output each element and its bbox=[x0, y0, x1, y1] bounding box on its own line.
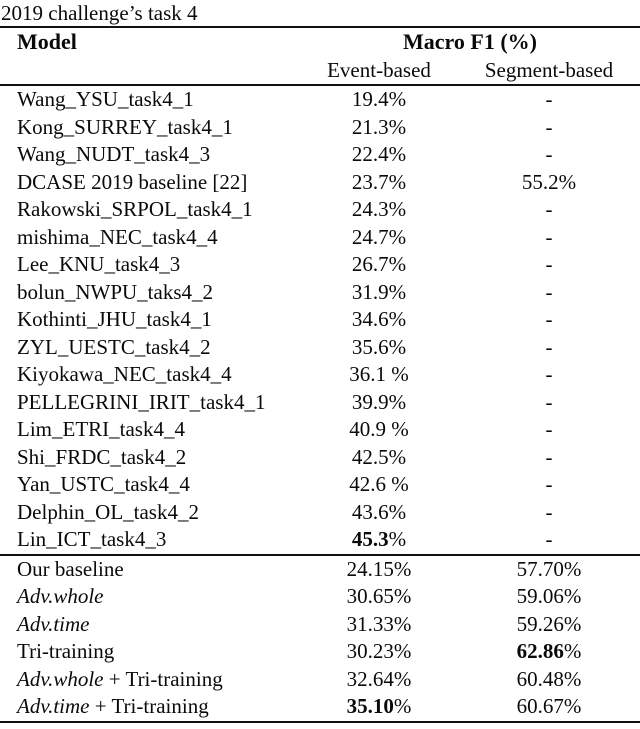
segment-cell: - bbox=[545, 252, 553, 276]
model-cell: Wang_YSU_task4_1 bbox=[17, 87, 194, 111]
model-cell: Adv.time bbox=[17, 611, 90, 636]
table-header bbox=[0, 27, 640, 85]
model-cell: Shi_FRDC_task4_2 bbox=[17, 444, 187, 469]
model-cell: DCASE 2019 baseline [22] bbox=[17, 169, 248, 194]
segment-cell: - bbox=[545, 197, 553, 221]
table-row bbox=[0, 583, 640, 611]
segment-cell: - bbox=[545, 362, 553, 386]
segment-cell: 59.26% bbox=[516, 611, 582, 636]
event-cell: 32.64% bbox=[346, 666, 412, 691]
segment-cell: 60.48% bbox=[516, 666, 582, 691]
segment-cell: - bbox=[545, 499, 553, 524]
model-cell: Delphin_OL_task4_2 bbox=[17, 499, 199, 524]
segment-cell: - bbox=[545, 389, 553, 414]
model-cell: Our baseline bbox=[17, 556, 124, 581]
model-cell: Lin_ICT_task4_3 bbox=[17, 527, 167, 551]
segment-cell: 59.06% bbox=[516, 584, 582, 608]
table-row bbox=[0, 279, 640, 307]
event-cell: 24.3% bbox=[351, 197, 407, 221]
model-cell: bolun_NWPU_taks4_2 bbox=[17, 279, 213, 304]
table-caption: 2019 challenge’s task 4 bbox=[1, 1, 198, 25]
segment-cell: - bbox=[545, 472, 553, 496]
segment-cell: - bbox=[545, 527, 553, 551]
segment-cell: - bbox=[545, 279, 553, 304]
table-row bbox=[0, 306, 640, 334]
table-row bbox=[0, 416, 640, 444]
model-cell: Yan_USTC_task4_4 bbox=[17, 472, 190, 496]
model-cell: mishima_NEC_task4_4 bbox=[17, 224, 218, 249]
model-cell: Adv.whole bbox=[17, 584, 104, 608]
table-section-2 bbox=[0, 555, 640, 722]
event-cell: 42.6 % bbox=[349, 472, 409, 496]
table-row bbox=[0, 361, 640, 389]
model-cell: ZYL_UESTC_task4_2 bbox=[17, 334, 211, 359]
event-cell: 30.65% bbox=[346, 584, 412, 608]
segment-cell: - bbox=[545, 224, 553, 249]
table-row bbox=[0, 499, 640, 527]
event-cell: 31.9% bbox=[351, 279, 407, 304]
event-cell: 30.23% bbox=[346, 639, 412, 663]
table-row bbox=[0, 169, 640, 197]
model-cell: Kiyokawa_NEC_task4_4 bbox=[17, 362, 232, 386]
column-header-segment-based: Segment-based bbox=[484, 58, 614, 82]
column-header-event-based: Event-based bbox=[327, 58, 431, 82]
model-cell: Lim_ETRI_task4_4 bbox=[17, 417, 185, 441]
model-cell: Tri-training bbox=[17, 639, 115, 663]
segment-cell: - bbox=[545, 334, 553, 359]
column-header-model: Model bbox=[17, 29, 77, 54]
table-row bbox=[0, 114, 640, 142]
segment-cell: - bbox=[545, 142, 553, 166]
table-row bbox=[0, 555, 640, 584]
event-cell: 26.7% bbox=[351, 252, 407, 276]
event-cell: 31.33% bbox=[346, 611, 412, 636]
table-row bbox=[0, 693, 640, 722]
event-cell: 36.1 % bbox=[349, 362, 409, 386]
segment-cell: 60.67% bbox=[516, 694, 582, 718]
table-row bbox=[0, 224, 640, 252]
event-cell: 45.3% bbox=[351, 527, 407, 551]
table-row bbox=[0, 611, 640, 639]
segment-cell: - bbox=[545, 417, 553, 441]
model-cell: PELLEGRINI_IRIT_task4_1 bbox=[17, 389, 266, 414]
event-cell: 43.6% bbox=[351, 499, 407, 524]
event-cell: 23.7% bbox=[351, 169, 407, 194]
table-row bbox=[0, 389, 640, 417]
event-cell: 42.5% bbox=[351, 444, 407, 469]
segment-cell: 57.70% bbox=[516, 556, 582, 581]
table-row bbox=[0, 251, 640, 279]
table-row bbox=[0, 334, 640, 362]
event-cell: 22.4% bbox=[351, 142, 407, 166]
results-table bbox=[0, 26, 640, 723]
segment-cell: - bbox=[545, 87, 553, 111]
model-cell: Lee_KNU_task4_3 bbox=[17, 252, 181, 276]
model-cell: Adv.time + Tri-training bbox=[17, 694, 209, 718]
event-cell: 24.15% bbox=[346, 556, 412, 581]
table-row bbox=[0, 444, 640, 472]
model-cell: Wang_NUDT_task4_3 bbox=[17, 142, 211, 166]
model-cell: Kothinti_JHU_task4_1 bbox=[17, 307, 212, 331]
event-cell: 35.6% bbox=[351, 334, 407, 359]
segment-cell: - bbox=[545, 114, 553, 139]
event-cell: 39.9% bbox=[351, 389, 407, 414]
model-cell: Adv.whole + Tri-training bbox=[17, 666, 223, 691]
event-cell: 21.3% bbox=[351, 114, 407, 139]
column-header-macro-f1: Macro F1 (%) bbox=[403, 29, 537, 54]
table-row bbox=[0, 638, 640, 666]
table-section-1 bbox=[0, 85, 640, 555]
table-row bbox=[0, 141, 640, 169]
event-cell: 35.10% bbox=[346, 694, 412, 718]
event-cell: 34.6% bbox=[351, 307, 407, 331]
segment-cell: - bbox=[545, 307, 553, 331]
table-row bbox=[0, 471, 640, 499]
header-row-group bbox=[0, 27, 640, 56]
table-row bbox=[0, 666, 640, 694]
event-cell: 19.4% bbox=[351, 87, 407, 111]
event-cell: 24.7% bbox=[351, 224, 407, 249]
table-row bbox=[0, 85, 640, 114]
table-row bbox=[0, 196, 640, 224]
segment-cell: 55.2% bbox=[521, 169, 577, 194]
event-cell: 40.9 % bbox=[349, 417, 409, 441]
model-cell: Kong_SURREY_task4_1 bbox=[17, 114, 233, 139]
segment-cell: - bbox=[545, 444, 553, 469]
model-cell: Rakowski_SRPOL_task4_1 bbox=[17, 197, 253, 221]
table-row bbox=[0, 526, 640, 555]
segment-cell: 62.86% bbox=[516, 639, 582, 663]
